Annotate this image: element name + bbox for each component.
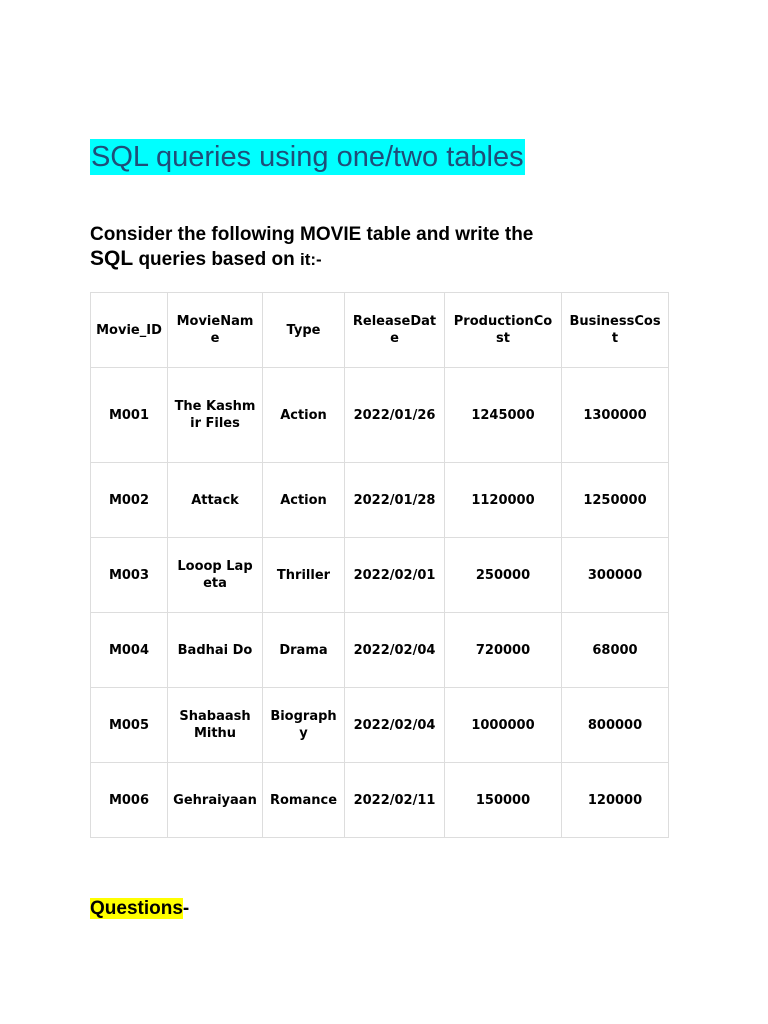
cell-production-cost: 1000000 bbox=[445, 688, 562, 763]
cell-business-cost: 300000 bbox=[562, 538, 669, 613]
cell-release-date: 2022/01/26 bbox=[345, 368, 445, 463]
cell-release-date: 2022/02/04 bbox=[345, 688, 445, 763]
table-row bbox=[91, 688, 669, 763]
table-row bbox=[91, 613, 669, 688]
table-header-row bbox=[91, 293, 669, 368]
cell-movie-name: Attack bbox=[168, 463, 263, 538]
cell-business-cost: 68000 bbox=[562, 613, 669, 688]
table-row bbox=[91, 368, 669, 463]
cell-movie-id: M004 bbox=[91, 613, 168, 688]
cell-business-cost: 1250000 bbox=[562, 463, 669, 538]
intro-text-2: queries based on bbox=[133, 249, 300, 270]
cell-movie-id: M001 bbox=[91, 368, 168, 463]
intro-paragraph bbox=[90, 223, 540, 272]
cell-production-cost: 250000 bbox=[445, 538, 562, 613]
cell-release-date: 2022/02/04 bbox=[345, 613, 445, 688]
questions-suffix: - bbox=[182, 898, 190, 919]
cell-type: Romance bbox=[263, 763, 345, 838]
table-row bbox=[91, 463, 669, 538]
cell-movie-name: Looop Lapeta bbox=[168, 538, 263, 613]
cell-production-cost: 150000 bbox=[445, 763, 562, 838]
intro-sql-word: SQL bbox=[90, 247, 134, 270]
header-type: Type bbox=[263, 293, 345, 368]
header-release-date: ReleaseDate bbox=[345, 293, 445, 368]
cell-business-cost: 1300000 bbox=[562, 368, 669, 463]
header-movie-id: Movie_ID bbox=[91, 293, 168, 368]
table-row bbox=[91, 763, 669, 838]
cell-movie-name: Shabaash Mithu bbox=[168, 688, 263, 763]
header-production-cost: ProductionCost bbox=[445, 293, 562, 368]
cell-movie-id: M006 bbox=[91, 763, 168, 838]
cell-type: Thriller bbox=[263, 538, 345, 613]
cell-business-cost: 800000 bbox=[562, 688, 669, 763]
cell-movie-name: The Kashmir Files bbox=[168, 368, 263, 463]
questions-label: Questions bbox=[90, 898, 183, 919]
cell-type: Drama bbox=[263, 613, 345, 688]
cell-production-cost: 1120000 bbox=[445, 463, 562, 538]
cell-release-date: 2022/01/28 bbox=[345, 463, 445, 538]
cell-production-cost: 720000 bbox=[445, 613, 562, 688]
cell-movie-name: Gehraiyaan bbox=[168, 763, 263, 838]
cell-type: Action bbox=[263, 463, 345, 538]
movie-table bbox=[90, 292, 669, 838]
header-business-cost: BusinessCost bbox=[562, 293, 669, 368]
questions-heading bbox=[90, 897, 189, 921]
cell-release-date: 2022/02/11 bbox=[345, 763, 445, 838]
cell-business-cost: 120000 bbox=[562, 763, 669, 838]
header-movie-name: MovieName bbox=[168, 293, 263, 368]
cell-type: Action bbox=[263, 368, 345, 463]
cell-movie-name: Badhai Do bbox=[168, 613, 263, 688]
intro-text-1: Consider the following MOVIE table and write the bbox=[90, 224, 534, 245]
cell-movie-id: M002 bbox=[91, 463, 168, 538]
cell-movie-id: M003 bbox=[91, 538, 168, 613]
cell-type: Biography bbox=[263, 688, 345, 763]
cell-production-cost: 1245000 bbox=[445, 368, 562, 463]
table-row bbox=[91, 538, 669, 613]
page-title: SQL queries using one/two tables bbox=[91, 141, 524, 173]
cell-movie-id: M005 bbox=[91, 688, 168, 763]
cell-release-date: 2022/02/01 bbox=[345, 538, 445, 613]
intro-text-3: it:- bbox=[300, 250, 322, 269]
